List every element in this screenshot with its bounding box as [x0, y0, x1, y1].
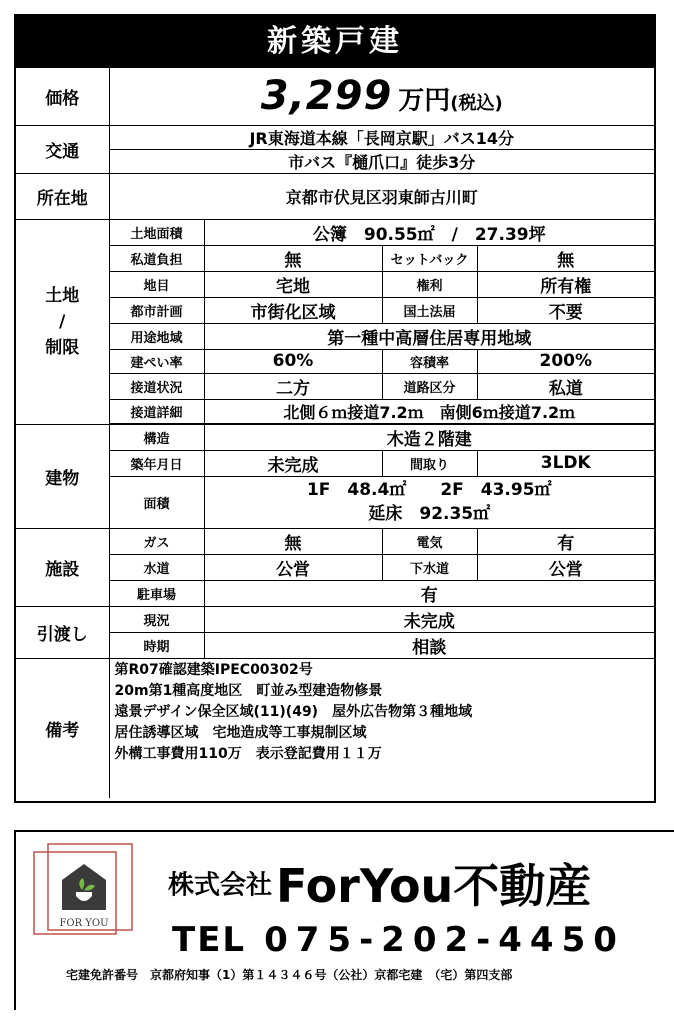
handover-timing-label: 時期	[109, 632, 204, 658]
handover-timing-value: 相談	[204, 632, 654, 658]
gas-row	[16, 528, 654, 554]
property-sheet	[14, 14, 656, 803]
water-value: 公営	[204, 554, 382, 580]
parking-value: 有	[204, 580, 654, 606]
electric-value: 有	[477, 528, 654, 554]
access-label: 交通	[16, 125, 109, 173]
land-label-top: 土地	[45, 285, 80, 306]
structure-label: 構造	[109, 424, 204, 450]
coverage-row	[16, 349, 654, 373]
water-label: 水道	[109, 554, 204, 580]
road-detail-label: 接道詳細	[109, 399, 204, 423]
price-amount: 3,299	[260, 73, 393, 120]
notes-content	[109, 658, 654, 798]
handover-label: 引渡し	[16, 606, 109, 658]
notes-line: 外構工事費用110万 表示登記費用１１万	[114, 745, 382, 762]
land-area-label: 土地面積	[109, 219, 204, 245]
parking-label: 駐車場	[109, 580, 204, 606]
building-label: 建物	[16, 424, 109, 528]
setback-label: セットバック	[382, 245, 477, 271]
price-value	[109, 68, 654, 125]
floor-area-ratio-label: 容積率	[382, 349, 477, 373]
structure-value: 木造２階建	[204, 424, 654, 450]
notes-line: 20m第1種高度地区 町並み型建造物修景	[114, 682, 383, 699]
planning-row	[16, 297, 654, 323]
access-row-2	[16, 149, 654, 173]
price-row	[16, 68, 654, 125]
land-label-mid: /	[59, 311, 66, 332]
water-row	[16, 554, 654, 580]
notes-line: 遠景デザイン保全区域(11)(49) 屋外広告物第３種地域	[114, 703, 473, 720]
sewer-label: 下水道	[382, 554, 477, 580]
floor-plan-value: 3LDK	[477, 450, 654, 476]
company-name: ForYou不動産	[276, 859, 592, 913]
coverage-value: 60%	[204, 349, 382, 373]
tel-number[interactable]: 075-202-4450	[264, 920, 625, 960]
built-date-label: 築年月日	[109, 450, 204, 476]
built-row	[16, 450, 654, 476]
road-status-value: 二方	[204, 373, 382, 399]
access-row	[16, 125, 654, 149]
handover-timing-row	[16, 632, 654, 658]
price-unit: 万円	[398, 86, 451, 117]
gas-value: 無	[204, 528, 382, 554]
land-law-label: 国土法届	[382, 297, 477, 323]
handover-status-label: 現況	[109, 606, 204, 632]
land-category-value: 宅地	[204, 271, 382, 297]
handover-status-row	[16, 606, 654, 632]
tel-label: TEL	[172, 920, 247, 960]
gas-label: ガス	[109, 528, 204, 554]
access-line-2: 市バス『樋爪口』徒歩3分	[109, 149, 654, 173]
handover-status-value: 未完成	[204, 606, 654, 632]
price-tax: (税込)	[450, 93, 503, 115]
building-area-floors: 1F 48.4㎡ 2F 43.95㎡	[306, 480, 552, 500]
location-row	[16, 173, 654, 219]
access-line-1: JR東海道本線「長岡京駅」バス14分	[109, 125, 654, 149]
property-spec-table	[16, 68, 654, 798]
private-road-value: 無	[204, 245, 382, 271]
floor-area-ratio-value: 200%	[477, 349, 654, 373]
road-status-label: 接道状況	[109, 373, 204, 399]
company-name-block	[168, 850, 591, 916]
built-date-value: 未完成	[204, 450, 382, 476]
notes-line: 第R07確認建築IPEC00302号	[114, 661, 313, 678]
zoning-value: 第一種中高層住居専用地域	[204, 323, 654, 349]
rights-value: 所有権	[477, 271, 654, 297]
city-planning-label: 都市計画	[109, 297, 204, 323]
company-type: 株式会社	[168, 870, 273, 901]
structure-row	[16, 424, 654, 450]
notes-line: 居住誘導区域 宅地造成等工事規制区域	[114, 724, 367, 741]
notes-label: 備考	[16, 658, 109, 798]
setback-value: 無	[477, 245, 654, 271]
road-detail-value: 北側６ｍ接道7.2ｍ 南側6ｍ接道7.2ｍ	[204, 399, 654, 423]
road-status-row	[16, 373, 654, 399]
land-category-row	[16, 271, 654, 297]
city-planning-value: 市街化区域	[204, 297, 382, 323]
private-road-row	[16, 245, 654, 271]
parking-row	[16, 580, 654, 606]
land-category-label: 地目	[109, 271, 204, 297]
page-title: 新築戸建	[16, 16, 654, 68]
sewer-value: 公営	[477, 554, 654, 580]
road-class-value: 私道	[477, 373, 654, 399]
building-area-total: 延床 92.35㎡	[368, 504, 491, 524]
location-label: 所在地	[16, 173, 109, 219]
road-class-label: 道路区分	[382, 373, 477, 399]
building-area-row	[16, 476, 654, 528]
logo-text: FOR YOU	[59, 918, 109, 929]
rights-label: 権利	[382, 271, 477, 297]
land-area-row	[16, 219, 654, 245]
land-label-bottom: 制限	[45, 337, 80, 358]
land-law-value: 不要	[477, 297, 654, 323]
building-area-label: 面積	[109, 476, 204, 528]
private-road-label: 私道負担	[109, 245, 204, 271]
zoning-row	[16, 323, 654, 349]
floor-plan-label: 間取り	[382, 450, 477, 476]
house-icon	[62, 864, 106, 910]
company-footer	[14, 830, 674, 1010]
license-number: 宅建免許番号 京都府知事（1）第１４３４６号（公社）京都宅建 （宅）第四支部	[66, 968, 513, 982]
land-area-value: 公簿 90.55㎡ / 27.39坪	[204, 219, 654, 245]
land-restriction-label	[16, 219, 109, 424]
coverage-label: 建ぺい率	[109, 349, 204, 373]
building-area-value	[204, 476, 654, 528]
phone-block	[172, 920, 625, 960]
road-detail-row	[16, 399, 654, 423]
company-logo	[32, 840, 136, 948]
zoning-label: 用途地域	[109, 323, 204, 349]
facilities-label: 施設	[16, 528, 109, 606]
electric-label: 電気	[382, 528, 477, 554]
price-label: 価格	[16, 68, 109, 125]
notes-row	[16, 658, 654, 798]
location-value: 京都市伏見区羽東師古川町	[109, 173, 654, 219]
